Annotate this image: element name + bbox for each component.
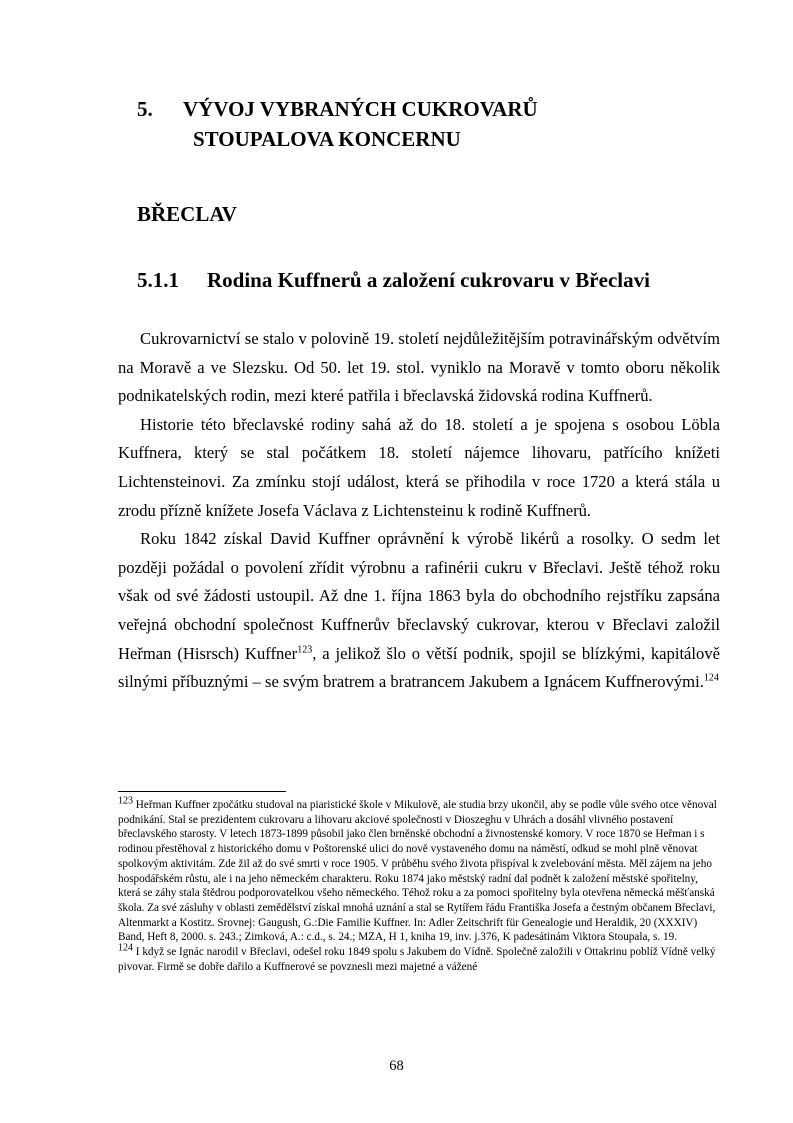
paragraph: Cukrovarnictví se stalo v polovině 19. století nejdůležitějším potravinářským odvětvím na Moravě a ve Slezsku. Od 50. let 19. stol. vyniklo na Moravě v tomto oboru několik podnikatelských rodin, mezi které patřila i břeclavská židovská rodina Kuffnerů. [118,329,720,406]
footnote-reference[interactable]: 123 [297,644,313,655]
chapter-title-line1: VÝVOJ VYBRANÝCH CUKROVARŮ [183,97,538,121]
paragraph [118,525,720,697]
paragraph: Historie této břeclavské rodiny sahá až do 18. století a je spojena s osobou Löbla Kuffnera, který se stal počátkem 18. století nájemce lihovaru, patřícího knížeti Lichtensteinovi. Za zmínku stojí událost, která se přihodila v roce 1720 a která stála u zrodu přízně knížete Josefa Václava z Lichtensteinu k rodině Kuffnerů. [118,414,720,520]
paragraph-text: , a jelikož šlo o větší podnik, spojil se blízkými, kapitálově silnými příbuznými – se svým bratrem a bratrancem Jakubem a Ignácem Kuffnerovými. [118,643,720,692]
section-title: BŘECLAV [137,202,237,226]
footnote-text: I když se Ignác narodil v Břeclavi, odešel roku 1849 spolu s Jakubem do Vídně. Společně založili v Ottakrinu poblíž Vídně velký pivovar. Firmě se dobře dařilo a Kuffnerové se povznesli mezi majetné a vážené [118,946,716,973]
footnote-text: Heřman Kuffner zpočátku studoval na piaristické škole v Mikulově, ale studia brzy ukončil, aby se podle vůle svého otce věnoval podnikání. Stal se prezidentem cukrovaru a lihovaru akciové společnosti v Dioszeghu v Uhrách a dosáhl vlivného postavení břeclavského starosty. V letech 1873-1899 působil jako člen brněnské obchodní a živnostenské komory. V roce 1870 se Heřman i s rodinou přestěhoval z historického domu v Poštorenské ulici do nově vystaveného domu na náměstí, odkud se mohl plně věnovat spolkovým aktivitám. Zde žil až do své smrti v roce 1905. V průběhu svého života přispíval k zvelebování města. Měl zájem na jeho hospodářském růstu, ale i na jeho německém charakteru. Roku 1874 jako městský radní dal podnět k založení městské spořitelny, která se záhy stala štědrou podporovatelkou všeho německého. Téhož roku a za pomoci spořitelny byla otevřena německá měšťanská škola. Za své zásluhy v oblasti zemědělství získal mnohá uznání a stal se Rytířem řádu Františka Josefa a čestným občanem Břeclavi, Altenmarkt a Kostitz. Srovnej: Gaugush, G.:Die Familie Kuffner. In: Adler Zeitschrift für Genealogie und Heraldik, 20 (XXXIV) Band, Heft 8, 2000. s. 243.; Zimková, A.: c.d., s. 24.; MZA, H 1, kniha 19, inv. j.376, K padesátinám Viktora Stoupala, s. 19. [118,799,717,944]
footnote-number: 124 [118,942,133,954]
chapter-title [137,94,697,154]
subsection-title-text: Rodina Kuffnerů a založení cukrovaru v Břeclavi [207,268,650,292]
footnote [118,795,722,945]
page-number: 68 [389,1058,404,1074]
footnote-reference[interactable]: 124 [703,672,719,684]
footnotes [118,795,722,974]
subsection-number: 5.1.1 [137,268,179,292]
footnote [118,942,722,974]
chapter-number: 5. [137,97,153,121]
footnote-number: 123 [118,795,133,807]
paragraph-text: Roku 1842 získal David Kuffner oprávnění k výrobě likérů a rosolky. O sedm let později požádal o povolení zřídit výrobnu a rafinérii cukru v Břeclavi. Ještě téhož roku však od své žádosti ustoupil. Až dne 1. října 1863 byla do obchodního rejstříku zapsána veřejná obchodní společnost Kuffnerův břeclavský cukrovar, kterou v Břeclavi založil Heřman (Hisrsch) Kuffner [118,529,720,663]
chapter-title-line2: STOUPALOVA KONCERNU [193,127,461,151]
footnote-separator [118,791,286,792]
subsection-title [137,266,650,294]
body-text [118,325,720,697]
